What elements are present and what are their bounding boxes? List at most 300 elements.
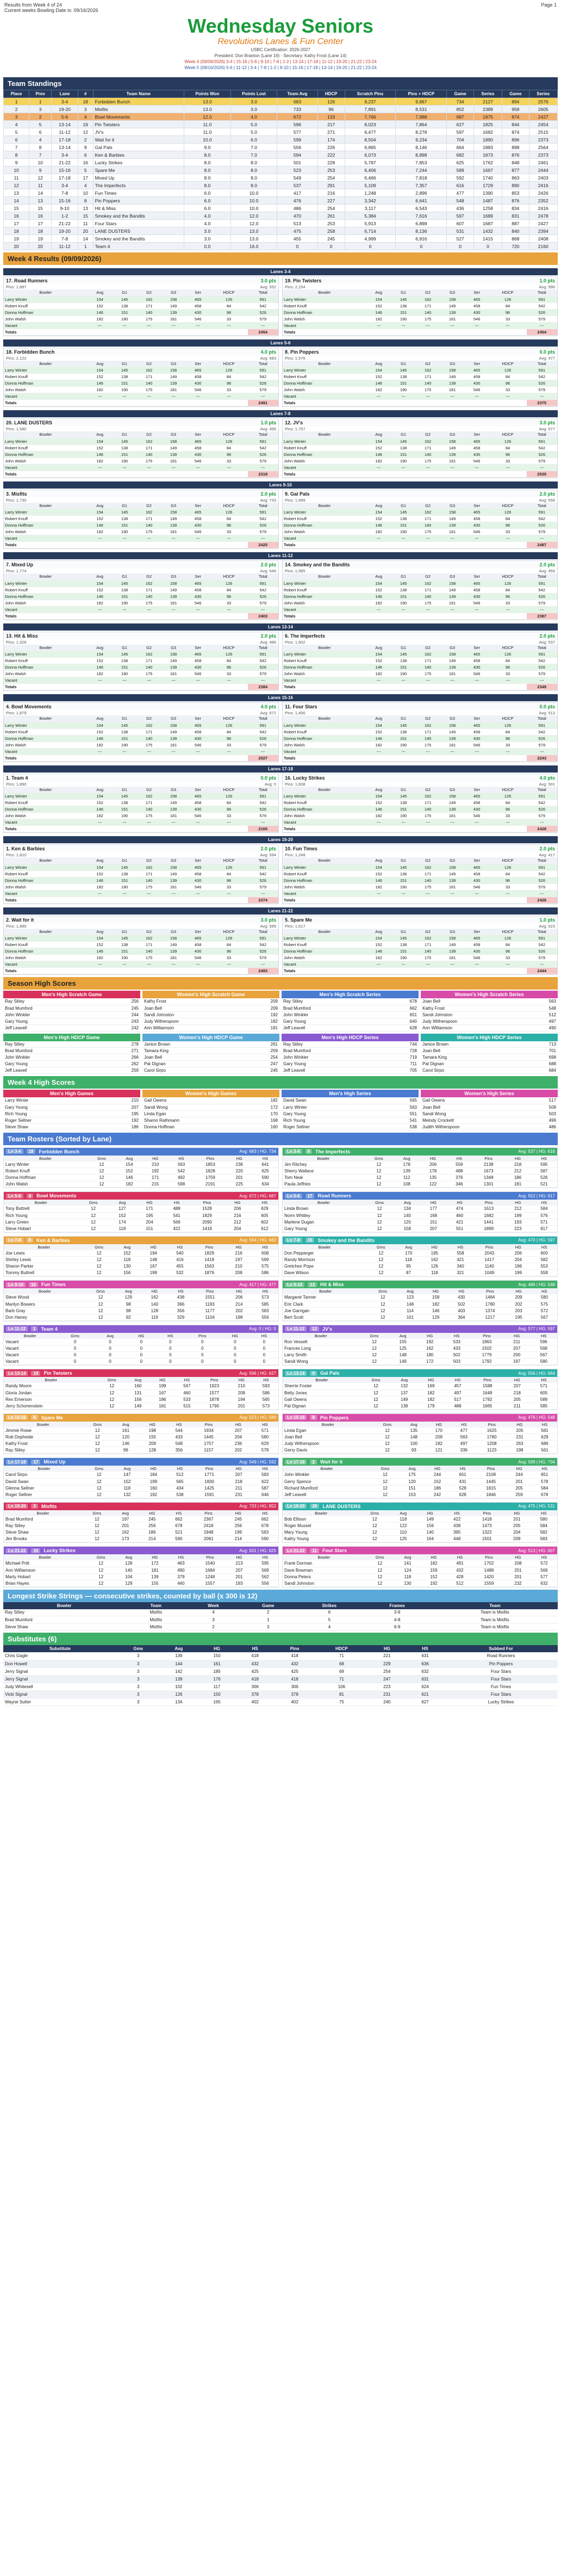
player-cell: Robert Knuff	[4, 658, 88, 664]
team-avg: Avg: 549	[260, 569, 276, 573]
match-header-row	[283, 857, 557, 864]
roster-cell: 1557	[194, 1580, 226, 1586]
high-score-title: Women's High Scratch Series	[421, 991, 558, 998]
subs-cell: 81	[315, 1690, 368, 1698]
totals-blank	[391, 471, 416, 477]
player-cell: 190	[391, 458, 416, 464]
player-cell: 139	[440, 664, 465, 671]
player-cell: 175	[137, 884, 161, 890]
roster-cell: Gail Owens	[283, 1396, 361, 1403]
standings-cell: 19-20	[52, 106, 78, 113]
totals-blank	[391, 613, 416, 619]
roster-table	[283, 1288, 557, 1321]
col-header: Pins	[192, 1510, 225, 1516]
player-cell: 465	[186, 722, 210, 728]
roster-cell: 581	[532, 1428, 557, 1434]
roster-cell: 182	[417, 1389, 444, 1396]
col-header: G2	[137, 503, 161, 509]
standings-cell: 5,384	[345, 212, 396, 220]
standings-cell: 7,891	[345, 106, 396, 113]
totals-row	[4, 897, 278, 903]
col-header: Bowler	[283, 573, 366, 580]
totals-label: Totals	[4, 826, 88, 832]
match-title	[283, 419, 557, 427]
player-cell: ---	[416, 464, 440, 471]
roster-cell: 586	[254, 1389, 278, 1396]
player-cell: 175	[416, 529, 440, 535]
roster-cell: 130	[395, 1580, 421, 1586]
player-cell: John Walsh	[283, 671, 366, 677]
player-cell: 96	[210, 664, 248, 671]
player-cell: 591	[527, 296, 558, 302]
player-cell: Larry Winter	[283, 651, 366, 658]
high-score-row	[142, 1067, 279, 1074]
roster-lane: Ln 9-10	[285, 1282, 304, 1287]
col-header: HG	[426, 1422, 451, 1428]
bowler-name: Judy Witherspoon	[142, 1018, 250, 1024]
player-cell: 458	[465, 800, 489, 806]
col-header: Pins	[193, 1244, 226, 1250]
roster-cell: Gloria Jordan	[4, 1389, 98, 1396]
team-pins: Pins: 1,757	[285, 427, 306, 431]
standings-cell: 17-18	[52, 136, 78, 144]
roster-cell: 125	[390, 1536, 416, 1542]
col-header: HDCP	[210, 645, 248, 651]
roster-row	[4, 1441, 278, 1447]
player-cell: 138	[113, 374, 137, 380]
roster-row	[283, 1212, 557, 1219]
totals-blank	[210, 329, 248, 335]
bowler-name: Linda Egan	[142, 1110, 250, 1117]
standings-cell: 222	[317, 151, 345, 159]
roster-cell: 12	[369, 1294, 397, 1301]
standings-cell: 1	[29, 98, 52, 106]
roster-lane: Ln 11-12	[6, 1326, 28, 1331]
col-header: Gms	[83, 1422, 113, 1428]
high-score-row	[421, 1104, 558, 1110]
player-row	[4, 658, 278, 664]
player-cell: Larry Winter	[4, 864, 88, 870]
roster-cell: 214	[225, 1536, 252, 1542]
roster-box	[3, 1502, 279, 1543]
player-cell: 145	[113, 935, 137, 942]
roster-box	[282, 1191, 558, 1233]
roster-cell: 1488	[473, 1567, 505, 1573]
standings-cell: 16	[78, 159, 93, 166]
bowler-name: Joan Bell	[142, 1005, 250, 1011]
standings-cell: 2403	[529, 174, 558, 182]
player-cell: 158	[161, 651, 186, 658]
player-cell: ---	[113, 748, 137, 755]
lane-header: Lanes 9-10	[3, 481, 558, 489]
col-header: Bowler	[4, 1200, 78, 1206]
score-value: 172	[250, 1104, 279, 1110]
col-header: HG	[420, 1156, 446, 1162]
totals-row	[283, 471, 557, 477]
player-cell: 138	[113, 586, 137, 593]
col-header: Total	[248, 573, 279, 580]
match-card	[282, 418, 558, 478]
player-cell: 465	[186, 296, 210, 302]
high-score-table	[421, 998, 558, 1031]
roster-cell: 201	[505, 1573, 531, 1580]
player-cell: John Walsh	[283, 316, 366, 322]
standings-cell: 6,406	[345, 166, 396, 174]
totals-blank	[88, 968, 113, 974]
col-header: Total	[248, 787, 279, 793]
roster-cell: 140	[417, 1529, 444, 1536]
high-score-row	[421, 1110, 558, 1117]
league-title: Wednesday Seniors	[188, 15, 373, 37]
roster-cell: 561	[532, 1447, 557, 1454]
roster-cell: 131	[126, 1389, 150, 1396]
col-header: Gms	[82, 1510, 112, 1516]
standings-cell: 874	[502, 113, 529, 121]
player-cell: ---	[137, 393, 161, 400]
player-cell: ---	[465, 961, 489, 968]
player-row	[283, 509, 557, 516]
roster-row	[283, 1352, 557, 1358]
player-cell: ---	[527, 677, 558, 684]
totals-blank	[391, 400, 416, 406]
totals-blank	[440, 471, 465, 477]
roster-cell: 1702	[473, 1560, 505, 1567]
roster-team-name: Four Stars	[322, 1548, 347, 1553]
player-row	[4, 438, 278, 444]
subs-cell: 176	[198, 1675, 236, 1683]
player-cell: ---	[366, 464, 391, 471]
standings-cell: 599	[277, 136, 317, 144]
standings-cell: 13	[78, 205, 93, 212]
roster-team-name: Forbidden Bunch	[39, 1148, 79, 1154]
bowler-name: Carol Sirpo	[421, 1067, 522, 1074]
roster-cell: Michael Pritt	[4, 1560, 86, 1567]
roster-team-name: Bowl Movements	[36, 1193, 77, 1199]
standings-cell: 6,714	[345, 227, 396, 235]
totals-blank	[391, 826, 416, 832]
match-title	[4, 277, 278, 285]
roster-cell: 517	[444, 1396, 471, 1403]
player-cell: 154	[366, 722, 391, 728]
player-cell: ---	[416, 890, 440, 897]
player-row	[4, 864, 278, 870]
player-cell: ---	[366, 961, 391, 968]
bowler-name: Steve Shaw	[3, 1123, 104, 1130]
standings-cell: 15	[4, 205, 29, 212]
roster-cell: 1348	[472, 1175, 504, 1181]
roster-cell: 12	[359, 1536, 390, 1542]
player-cell: 96	[489, 309, 527, 316]
player-cell: John Walsh	[283, 955, 366, 961]
team-avg: Avg: 523	[539, 923, 555, 929]
totals-blank	[489, 471, 527, 477]
player-cell: Vacant	[4, 393, 88, 400]
player-cell: ---	[161, 322, 186, 329]
season-high-heading: Season High Scores	[3, 977, 558, 990]
standings-cell: 13.0	[184, 106, 230, 113]
roster-cell: 563	[169, 1162, 195, 1168]
player-cell: 526	[248, 522, 279, 529]
roster-header	[283, 1503, 557, 1510]
team-name: 6. The Imperfects	[285, 633, 326, 639]
roster-cell: 146	[116, 1175, 142, 1181]
roster-cell: 521	[531, 1181, 557, 1188]
player-cell: ---	[88, 464, 113, 471]
high-score-row	[3, 1041, 140, 1048]
standings-cell: 894	[502, 98, 529, 106]
player-cell: 591	[248, 367, 279, 374]
standings-cell: 16	[4, 212, 29, 220]
roster-box	[3, 1280, 279, 1321]
player-cell: 151	[391, 948, 416, 955]
col-header: Avg	[113, 1422, 139, 1428]
totals-label: Totals	[4, 684, 88, 690]
standings-cell: 12	[29, 174, 52, 182]
col-header: G2	[137, 361, 161, 367]
roster-header	[283, 1192, 557, 1200]
team-total: 2527	[248, 755, 279, 761]
roster-cell: 1829	[190, 1212, 224, 1219]
roster-cell: 1771	[193, 1472, 226, 1478]
player-cell: 126	[489, 864, 527, 870]
team-name: 1. Team 4	[6, 775, 28, 781]
roster-cell: 211	[226, 1485, 252, 1491]
roster-cell: 1484	[474, 1294, 506, 1301]
player-cell: ---	[161, 464, 186, 471]
player-row	[4, 877, 278, 884]
match-table	[283, 361, 557, 407]
score-value: 551	[383, 1110, 419, 1117]
player-row	[283, 890, 557, 897]
player-cell: 154	[88, 864, 113, 870]
table-row	[4, 174, 558, 182]
player-cell: 458	[186, 942, 210, 948]
player-row	[4, 664, 278, 671]
roster-lane: Ln 13-14	[6, 1371, 28, 1376]
roster-row	[283, 1478, 557, 1485]
player-cell: 181	[161, 316, 186, 322]
col-header: Pins	[199, 1377, 229, 1383]
player-cell: ---	[210, 748, 248, 755]
player-cell: 182	[366, 955, 391, 961]
col-header: Avg	[366, 645, 391, 651]
col-header: Avg	[88, 715, 113, 722]
roster-cell: 12	[98, 1389, 126, 1396]
standings-cell: 2426	[529, 189, 558, 197]
player-cell: ---	[489, 535, 527, 542]
roster-box	[282, 1280, 558, 1321]
bowler-name: Rich Young	[3, 1110, 104, 1117]
player-row	[283, 464, 557, 471]
subs-row	[3, 1690, 558, 1698]
player-cell: Robert Knuff	[283, 728, 366, 735]
standings-cell: 8.0	[230, 182, 277, 189]
roster-cell: 1948	[192, 1529, 225, 1536]
match-title	[4, 561, 278, 569]
roster-cell: 101	[397, 1314, 423, 1320]
roster-cell: 587	[531, 1168, 557, 1175]
roster-cell: 201	[226, 1573, 252, 1580]
roster-row	[283, 1403, 557, 1409]
player-cell: 151	[113, 451, 137, 458]
roster-cell: 192	[140, 1491, 167, 1498]
col-header: Avg	[88, 289, 113, 296]
standings-cell: 5	[4, 128, 29, 136]
roster-cell: 1792	[470, 1358, 503, 1365]
roster-cell: 12	[78, 1206, 109, 1212]
roster-cell: 1792	[471, 1396, 503, 1403]
roster-row	[4, 1206, 278, 1212]
player-cell: 158	[440, 438, 465, 444]
col-header: Bowler	[4, 1288, 86, 1294]
col-header: HG	[126, 1333, 156, 1339]
standings-cell: 704	[447, 136, 473, 144]
col-header: G1	[391, 431, 416, 438]
player-cell: 138	[391, 728, 416, 735]
roster-cell: 2418	[192, 1523, 225, 1529]
roster-cell: 12	[364, 1175, 394, 1181]
player-cell: 33	[489, 316, 527, 322]
col-header: G2	[416, 715, 440, 722]
roster-cell: 593	[254, 1383, 278, 1389]
player-cell: 181	[440, 955, 465, 961]
standings-cell: 1	[4, 98, 29, 106]
match-card	[282, 774, 558, 833]
team-points: 3.0 pts	[539, 420, 555, 425]
player-cell: 181	[161, 387, 186, 393]
col-header: HG	[417, 1510, 444, 1516]
player-cell: 182	[366, 316, 391, 322]
roster-cell: 202	[506, 1301, 531, 1307]
col-header: HDCP	[210, 715, 248, 722]
player-cell: 175	[137, 316, 161, 322]
roster-cell: Sherrie Foster	[283, 1383, 361, 1389]
player-cell: 33	[210, 884, 248, 890]
player-cell: Larry Winter	[4, 793, 88, 800]
player-cell: ---	[113, 677, 137, 684]
roster-cell: 421	[447, 1257, 473, 1263]
match-card	[3, 348, 279, 407]
high-score-row	[3, 1097, 140, 1104]
standings-cell: 21-22	[52, 159, 78, 166]
roster-cell: 177	[420, 1206, 446, 1212]
subs-cell: 231	[368, 1690, 406, 1698]
player-cell: Vacant	[4, 535, 88, 542]
roster-cell: 210	[226, 1263, 252, 1270]
col-header: G3	[440, 715, 465, 722]
roster-cell: 583	[252, 1472, 278, 1478]
high-score-table	[3, 1097, 140, 1131]
player-cell: 465	[186, 793, 210, 800]
team-avg: Avg: 594	[260, 853, 276, 857]
player-cell: Donna Hoffman	[4, 380, 88, 387]
col-header: G3	[440, 857, 465, 864]
team-total: 2349	[527, 684, 558, 690]
roster-team-name: Road Runners	[317, 1193, 351, 1199]
roster-cell: 141	[395, 1560, 421, 1567]
totals-blank	[137, 542, 161, 548]
high-score-title: Women's High Games	[142, 1090, 279, 1097]
score-value: 509	[529, 1104, 558, 1110]
standings-cell: 8.0	[230, 174, 277, 182]
player-cell: ---	[161, 535, 186, 542]
player-row	[283, 522, 557, 529]
streak-cell: Misfits	[125, 1623, 186, 1630]
player-cell: 579	[527, 671, 558, 677]
roster-team-number: 18	[27, 1149, 36, 1154]
roster-cell: 585	[252, 1301, 278, 1307]
roster-cell: 12	[373, 1428, 401, 1434]
team-points: 2.0 pts	[539, 633, 555, 639]
roster-team-number: 19	[31, 1371, 40, 1376]
player-cell: Robert Knuff	[283, 516, 366, 522]
match-table	[4, 715, 278, 762]
standings-cell: 11	[4, 174, 29, 182]
roster-table	[283, 1200, 557, 1232]
col-header: HS	[167, 1466, 194, 1472]
team-points: 0.0 pts	[539, 704, 555, 709]
roster-meta: Avg: 672 | HG: 687	[239, 1193, 276, 1199]
player-cell: ---	[489, 748, 527, 755]
standings-cell: 9-10	[52, 205, 78, 212]
player-cell: 182	[88, 742, 113, 748]
standings-cell: 19-20	[52, 227, 78, 235]
totals-label: Totals	[4, 471, 88, 477]
standings-cell: 476	[277, 197, 317, 205]
bowler-name: Gail Owens	[142, 1097, 250, 1104]
roster-cell: 180	[416, 1352, 444, 1358]
high-score-box	[282, 1090, 419, 1131]
team-avg: Avg: 513	[539, 711, 555, 715]
match-card	[282, 276, 558, 336]
player-cell: 152	[88, 870, 113, 877]
col-header: HDCP	[210, 573, 248, 580]
totals-blank	[137, 471, 161, 477]
standings-cell: 0	[396, 243, 447, 250]
high-score-row	[142, 1061, 279, 1067]
player-cell: 126	[210, 722, 248, 728]
roster-cell: Dave Wilson	[283, 1270, 366, 1276]
player-row	[4, 451, 278, 458]
roster-cell: 1923	[199, 1383, 229, 1389]
roster-cell: 600	[531, 1250, 557, 1257]
bowler-name: Judy Witherspoon	[421, 1018, 528, 1024]
col-header: HG	[420, 1200, 446, 1206]
roster-cell: 1625	[476, 1428, 507, 1434]
player-cell: Donna Hoffman	[4, 664, 88, 671]
roster-cell: 1217	[474, 1314, 506, 1320]
roster-cell: 1780	[474, 1301, 506, 1307]
high-score-row	[421, 1097, 558, 1104]
standings-cell: 6,073	[345, 151, 396, 159]
player-cell: 138	[113, 800, 137, 806]
player-cell: John Walsh	[283, 600, 366, 606]
roster-cell: 152	[114, 1250, 141, 1257]
roster-cell: 356	[167, 1307, 194, 1314]
col-header: Pins	[190, 1200, 224, 1206]
player-cell: ---	[440, 322, 465, 329]
bowler-name: Pat Dignan	[421, 1061, 522, 1067]
standings-cell: 852	[447, 106, 473, 113]
roster-row	[4, 1447, 278, 1454]
roster-cell: Steve Wood	[4, 1294, 86, 1301]
score-value: 563	[528, 998, 558, 1005]
roster-cell: Jerry Schonenstein	[4, 1403, 98, 1409]
roster-cell: 558	[447, 1250, 473, 1257]
player-cell: 140	[137, 664, 161, 671]
roster-row	[4, 1307, 278, 1314]
high-score-row	[421, 1061, 558, 1067]
